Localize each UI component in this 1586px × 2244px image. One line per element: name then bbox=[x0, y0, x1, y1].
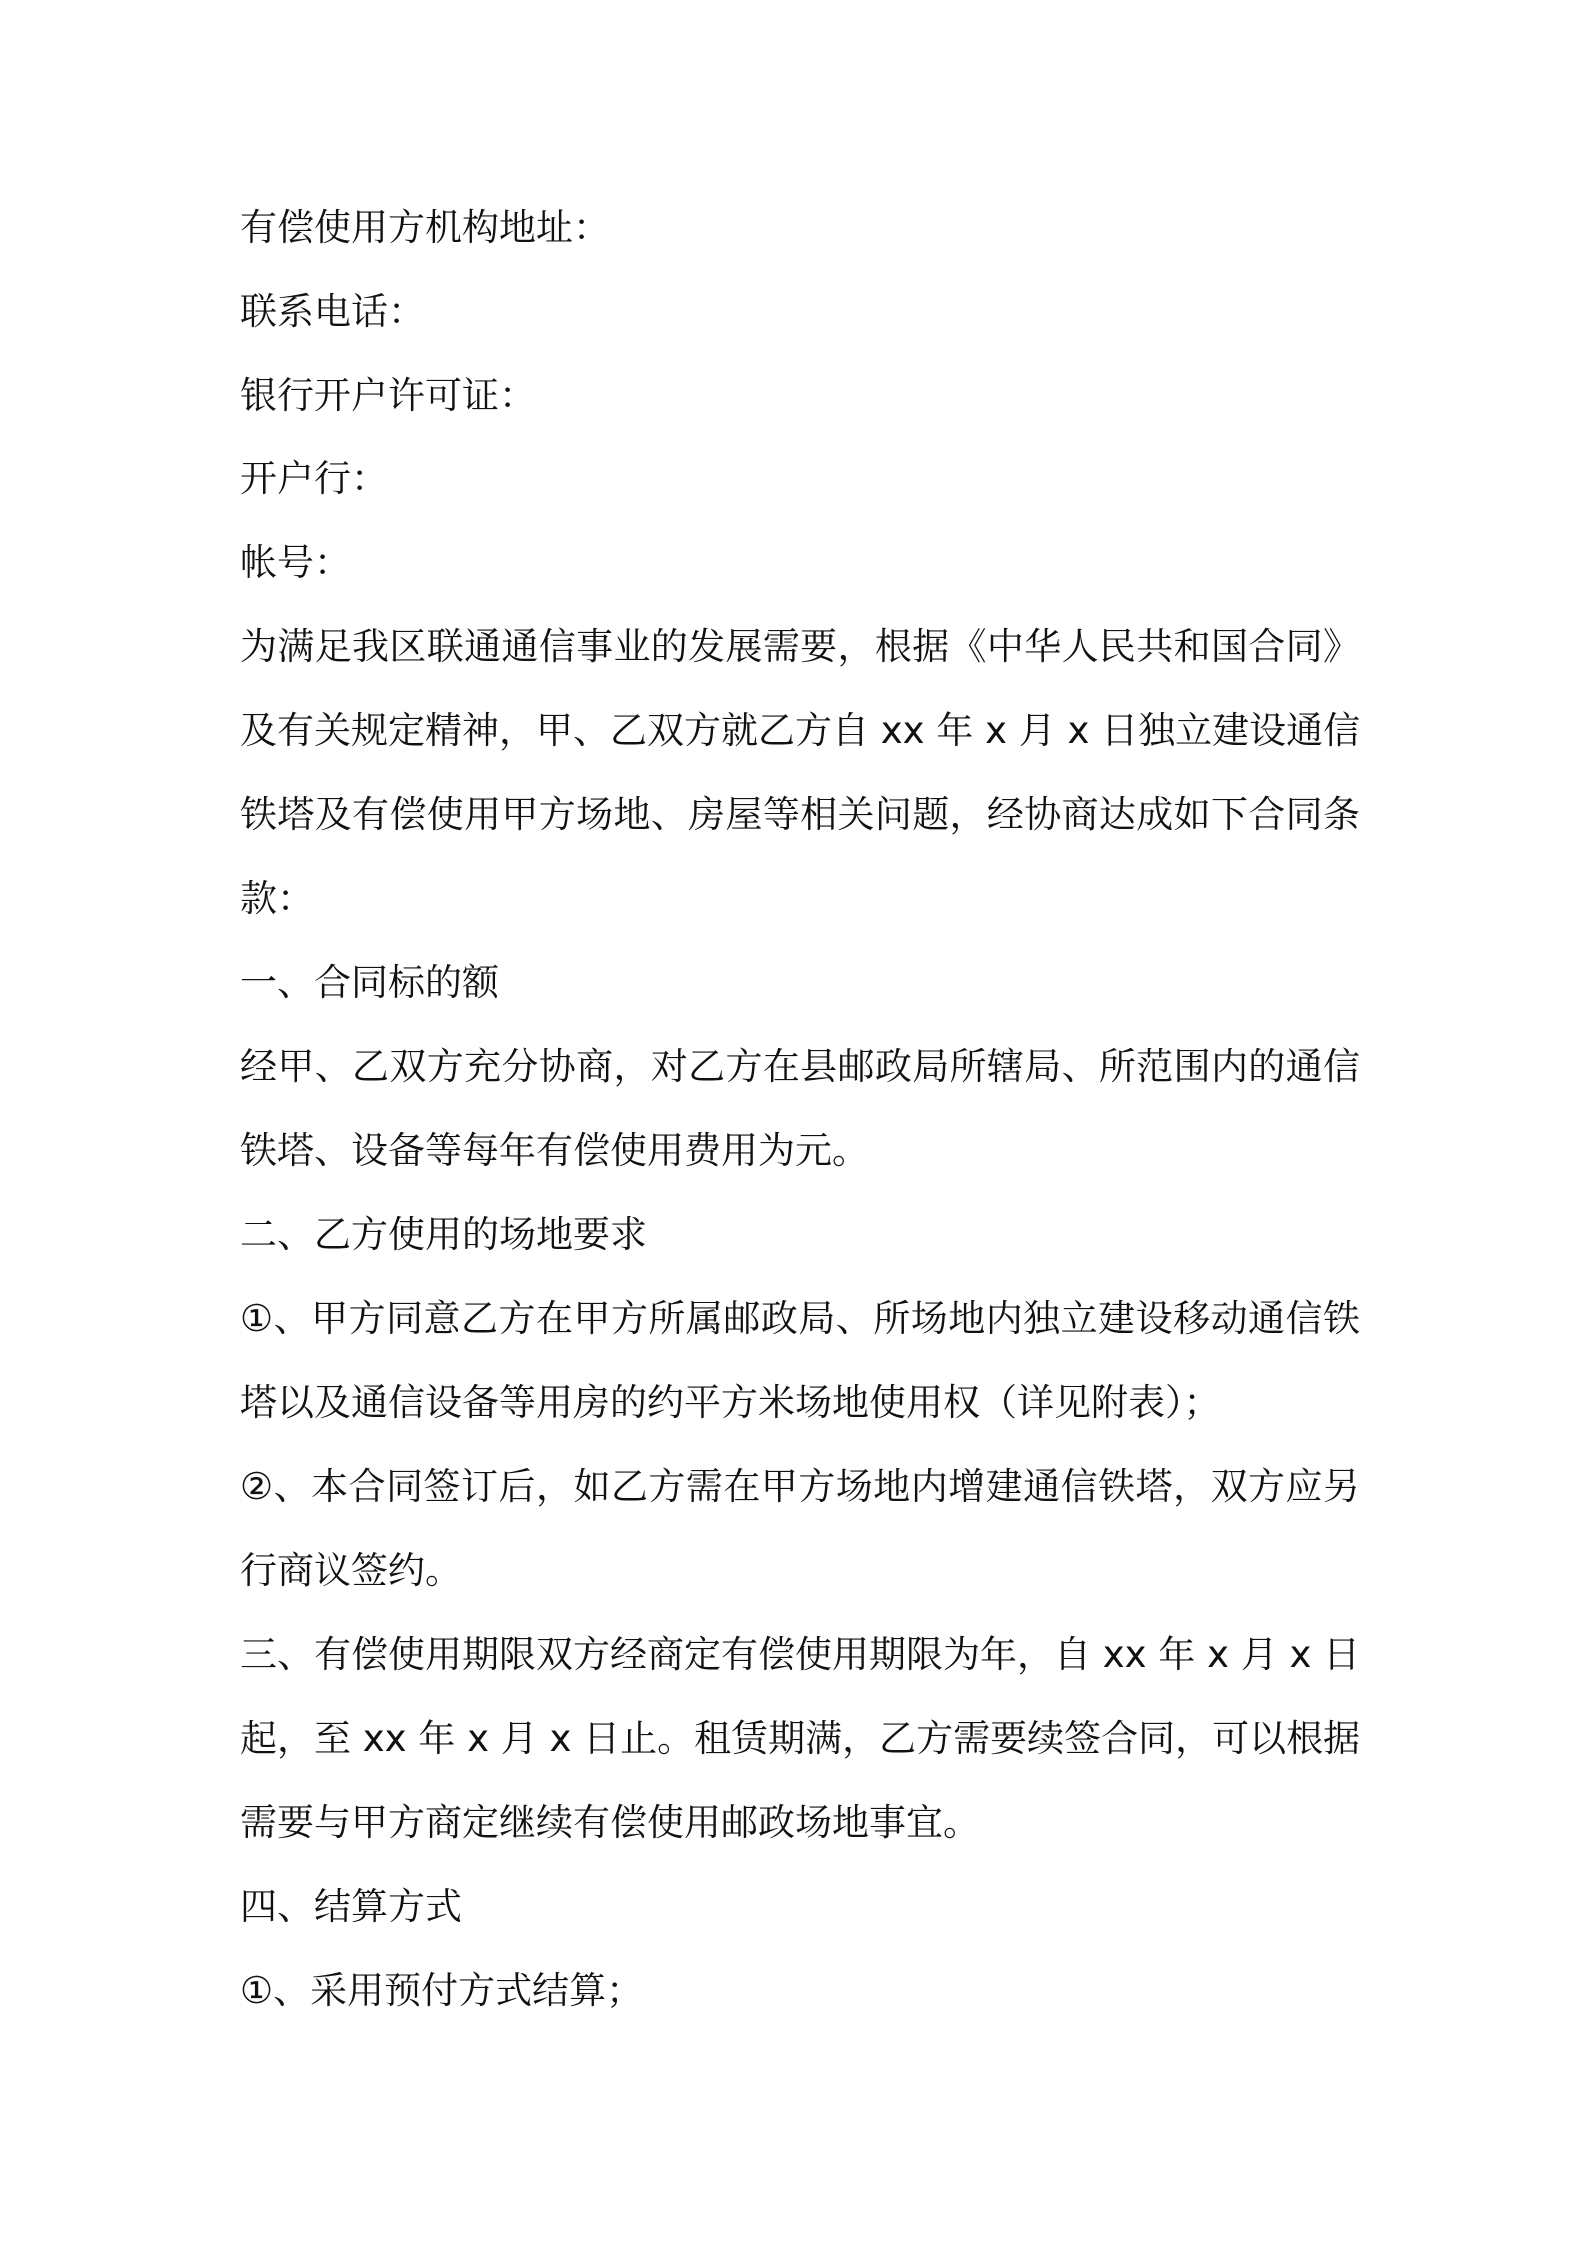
field-bank: 开户行： bbox=[240, 457, 388, 500]
paragraph-line: 行商议签约。 bbox=[240, 1549, 462, 1592]
paragraph-line: ①、采用预付方式结算； bbox=[240, 1969, 644, 2012]
field-organization-address: 有偿使用方机构地址： bbox=[240, 206, 610, 249]
paragraph-line: ①、甲方同意乙方在甲方所属邮政局、所场地内独立建设移动通信铁 bbox=[240, 1297, 1360, 1340]
paragraph-line: 铁塔及有偿使用甲方场地、房屋等相关问题，经协商达成如下合同条 bbox=[240, 793, 1360, 836]
paragraph-line: 需要与甲方商定继续有偿使用邮政场地事宜。 bbox=[240, 1801, 980, 1844]
field-bank-license: 银行开户许可证： bbox=[240, 374, 536, 417]
field-contact-phone: 联系电话： bbox=[240, 290, 425, 333]
paragraph-line: 经甲、乙双方充分协商，对乙方在县邮政局所辖局、所范围内的通信 bbox=[240, 1045, 1360, 1088]
section-heading-4: 四、结算方式 bbox=[240, 1885, 462, 1928]
section-heading-3: 三、有偿使用期限双方经商定有偿使用期限为年，自 xx 年 x 月 x 日 bbox=[240, 1633, 1360, 1676]
paragraph-line: ②、本合同签订后，如乙方需在甲方场地内增建通信铁塔，双方应另 bbox=[240, 1465, 1360, 1508]
paragraph-line: 起，至 xx 年 x 月 x 日止。租赁期满，乙方需要续签合同，可以根据 bbox=[240, 1717, 1360, 1760]
paragraph-line: 塔以及通信设备等用房的约平方米场地使用权（详见附表）； bbox=[240, 1381, 1221, 1424]
section-heading-2: 二、乙方使用的场地要求 bbox=[240, 1213, 647, 1256]
paragraph-line: 铁塔、设备等每年有偿使用费用为元。 bbox=[240, 1129, 869, 1172]
paragraph-line: 款： bbox=[240, 877, 314, 920]
paragraph-line: 及有关规定精神，甲、乙双方就乙方自 xx 年 x 月 x 日独立建设通信 bbox=[240, 709, 1360, 752]
section-heading-1: 一、合同标的额 bbox=[240, 961, 499, 1004]
paragraph-line: 为满足我区联通通信事业的发展需要，根据《中华人民共和国合同》 bbox=[240, 625, 1360, 668]
field-account-number: 帐号： bbox=[240, 541, 351, 584]
